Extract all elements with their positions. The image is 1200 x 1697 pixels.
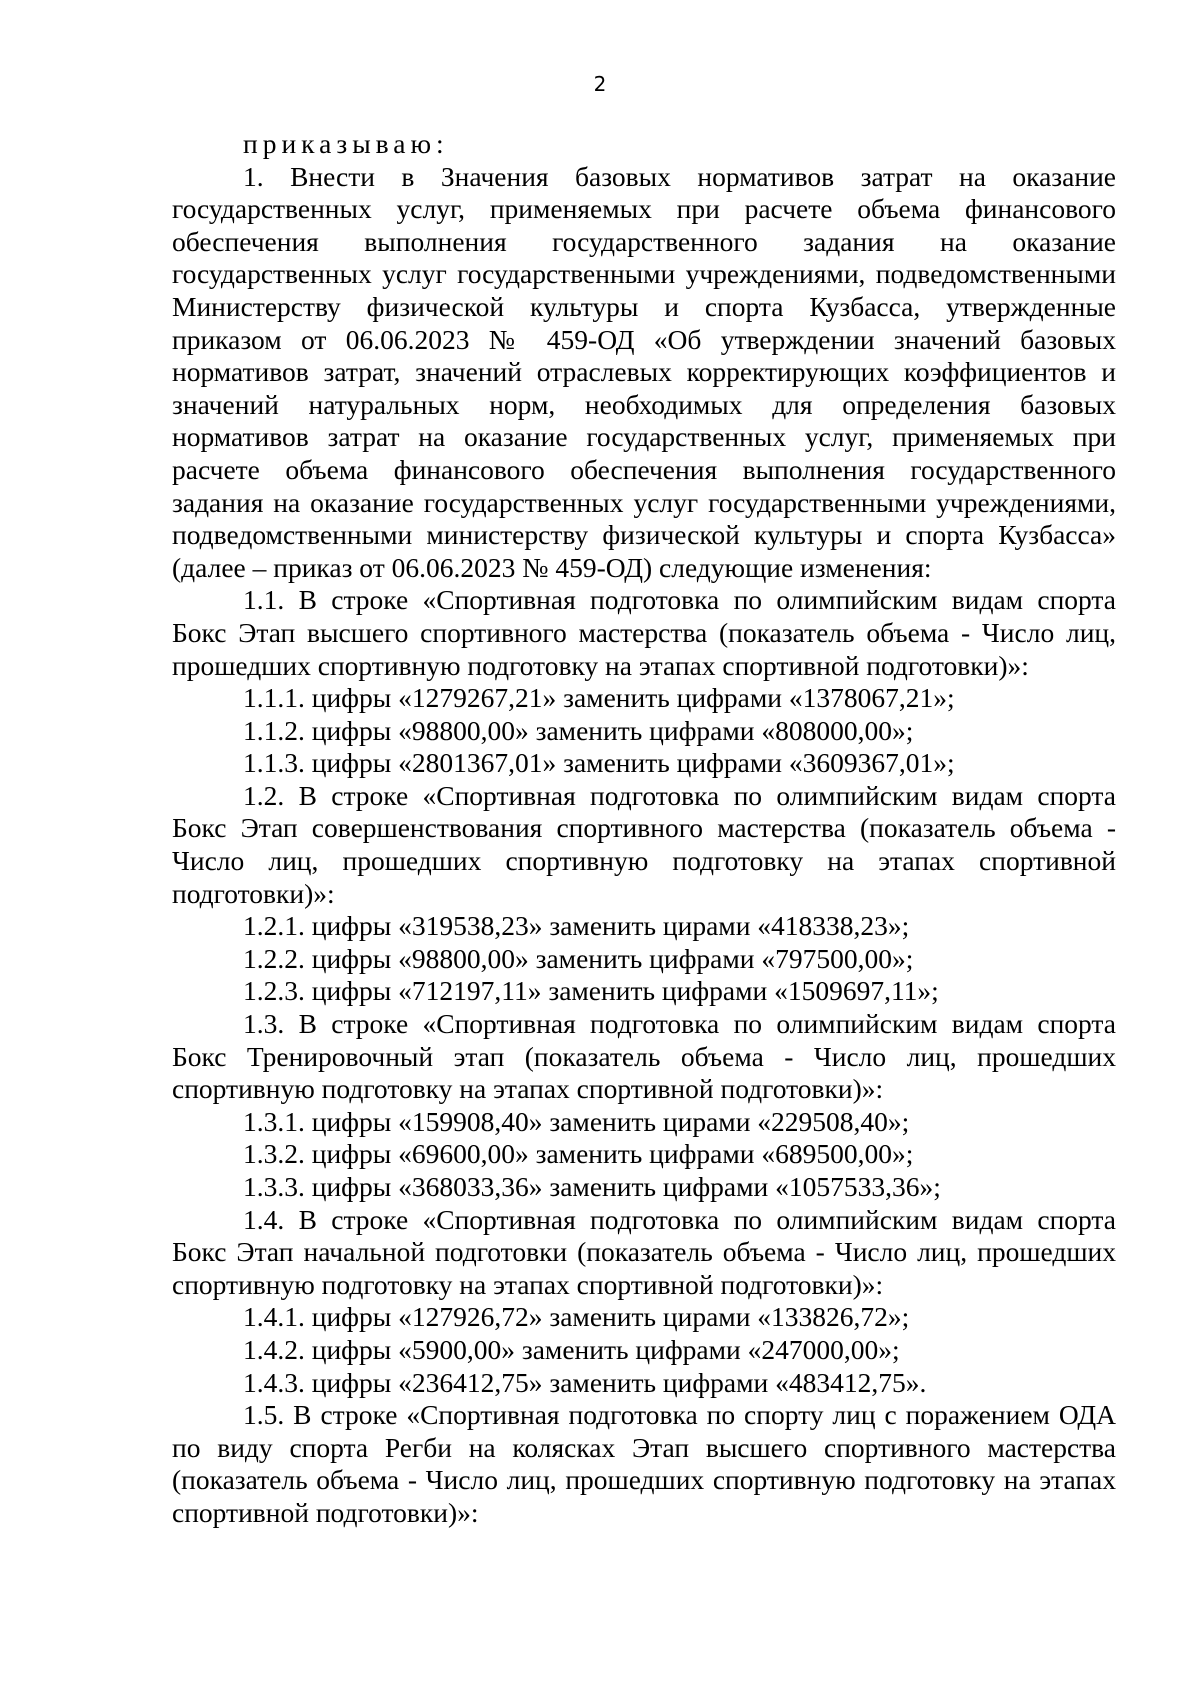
document-body [172,128,1116,1530]
paragraph-1-4: 1.4. В строке «Спортивная подготовка по олимпийским видам спорта Бокс Этап начальной подготовки (показатель объема - Число лиц, прошедших спортивную подготовку на этапах спортивной подготовки)»: [172,1203,1116,1300]
paragraph-1-3-1: 1.3.1. цифры «159908,40» заменить цирами «229508,40»; [243,1105,910,1137]
paragraph-1: 1. Внести в Значения базовых нормативов затрат на оказание государственных услуг, применяемых при расчете объема финансового обеспечения выполнения государственного задания на оказание государственных услуг государственными учреждениями, подведомственными Министерству физической культуры и спорта Кузбасса, утвержденные приказом от 06.06.2023 № 459-ОД «Об утверждении значений базовых нормативов затрат, значений отраслевых корректирующих коэффициентов и значений натуральных норм, необходимых для определения базовых нормативов затрат на оказание государственных услуг, применяемых при расчете объема финансового обеспечения выполнения государственного задания на оказание государственных услуг государственными учреждениями, подведомственными министерству физической культуры и спорта Кузбасса» (далее – приказ от 06.06.2023 № 459-ОД) следующие изменения: [172,160,1116,583]
paragraph-1-3-3: 1.3.3. цифры «368033,36» заменить цифрами «1057533,36»; [243,1171,941,1202]
paragraph-1-1: 1.1. В строке «Спортивная подготовка по олимпийским видам спорта Бокс Этап высшего спортивного мастерства (показатель объема - Число лиц, прошедших спортивную подготовку на этапах спортивной подготовки)»: [172,584,1116,681]
paragraph-1-3-2: 1.3.2. цифры «69600,00» заменить цифрами «689500,00»; [243,1138,914,1170]
paragraph-1-1-2: 1.1.2. цифры «98800,00» заменить цифрами «808000,00»; [243,714,914,746]
paragraph-1-2-3: 1.2.3. цифры «712197,11» заменить цифрами «1509697,11»; [243,975,939,1007]
paragraph-1-5: 1.5. В строке «Спортивная подготовка по спорту лиц с поражением ОДА по виду спорта Регби на колясках Этап высшего спортивного мастерства (показатель объема - Число лиц, прошедших спортивную подготовку на этапах спортивной подготовки)»: [172,1399,1116,1528]
paragraph-1-4-3: 1.4.3. цифры «236412,75» заменить цифрами «483412,75». [243,1366,927,1398]
paragraph-1-2-2: 1.2.2. цифры «98800,00» заменить цифрами «797500,00»; [243,942,914,974]
paragraph-1-3: 1.3. В строке «Спортивная подготовка по олимпийским видам спорта Бокс Тренировочный этап (показатель объема - Число лиц, прошедших спортивную подготовку на этапах спортивной подготовки)»: [172,1008,1116,1105]
order-heading: приказываю: [243,128,449,159]
paragraph-1-4-1: 1.4.1. цифры «127926,72» заменить цирами «133826,72»; [243,1301,910,1333]
paragraph-1-4-2: 1.4.2. цифры «5900,00» заменить цифрами «247000,00»; [243,1333,900,1365]
page-number: 2 [593,72,607,96]
paragraph-1-1-3: 1.1.3. цифры «2801367,01» заменить цифрами «3609367,01»; [243,747,955,779]
paragraph-1-2-1: 1.2.1. цифры «319538,23» заменить цирами «418338,23»; [243,910,910,942]
paragraph-1-1-1: 1.1.1. цифры «1279267,21» заменить цифрами «1378067,21»; [243,682,955,714]
paragraph-1-2: 1.2. В строке «Спортивная подготовка по олимпийским видам спорта Бокс Этап совершенствования спортивного мастерства (показатель объема - Число лиц, прошедших спортивную подготовку на этапах спортивной подготовки)»: [172,779,1116,909]
